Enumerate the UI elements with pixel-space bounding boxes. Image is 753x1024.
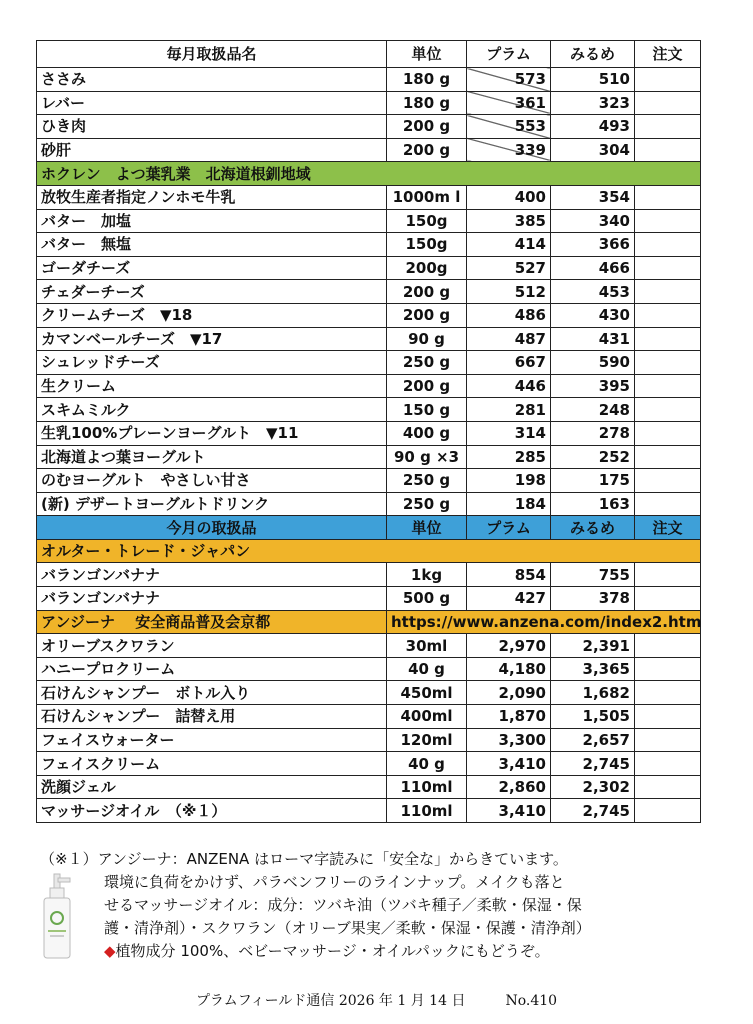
table-row [37,445,701,469]
price-table [36,40,701,823]
plum-price: 446 [467,374,551,398]
order-input[interactable] [635,351,701,375]
note-line-2: 環境に負荷をかけず、パラベンフリーのラインナップ。メイクも落と [104,873,565,891]
plum-price: 486 [467,303,551,327]
table-row [37,256,701,280]
meat-rows [37,68,701,162]
product-name: バター 無塩 [37,233,387,257]
unit-cell: 200 g [387,280,467,304]
table-row [37,233,701,257]
plum-price: 285 [467,445,551,469]
unit-cell: 180 g [387,91,467,115]
monthly-header-name: 今月の取扱品 [37,516,387,540]
unit-cell: 150g [387,209,467,233]
order-input[interactable] [635,256,701,280]
footer [0,990,753,1010]
dairy-rows [37,185,701,515]
mirume-price: 378 [551,587,635,611]
anzena-rows [37,634,701,823]
plum-price: 573 [467,68,551,92]
order-input[interactable] [635,705,701,729]
mirume-price: 2,745 [551,752,635,776]
anzena-section-title: アンジーナ 安全商品普及会京都 [37,610,387,634]
order-input[interactable] [635,68,701,92]
order-input[interactable] [635,303,701,327]
product-name: 生乳100%プレーンヨーグルト ▼11 [37,421,387,445]
mirume-price: 2,391 [551,634,635,658]
product-name: オリーブスクワラン [37,634,387,658]
table-row [37,587,701,611]
table-row [37,185,701,209]
order-input[interactable] [635,657,701,681]
plum-price: 427 [467,587,551,611]
mirume-price: 755 [551,563,635,587]
table-row [37,303,701,327]
unit-cell: 180 g [387,68,467,92]
plum-price: 553 [467,115,551,139]
mirume-price: 340 [551,209,635,233]
product-name: 石けんシャンプー 詰替え用 [37,705,387,729]
plum-price: 2,860 [467,775,551,799]
table-row [37,115,701,139]
plum-price: 1,870 [467,705,551,729]
note-line-1: （※１）アンジーナ：ANZENA はローマ字読みに「安全な」からきています。 [40,850,568,868]
note-line-5-text: 植物成分 100%、ベビーマッサージ・オイルパックにもどうぞ。 [115,942,550,960]
product-name: 生クリーム [37,374,387,398]
unit-cell: 30ml [387,634,467,658]
note-line-4: 護・清浄剤）・スクワラン（オリーブ果実／柔軟・保湿・保護・清浄剤） [104,919,591,937]
plum-price: 3,410 [467,799,551,823]
unit-cell: 400ml [387,705,467,729]
section-row-alter [37,539,701,563]
mirume-price: 175 [551,469,635,493]
table-row [37,799,701,823]
order-input[interactable] [635,115,701,139]
order-input[interactable] [635,280,701,304]
unit-cell: 200 g [387,138,467,162]
header-name: 毎月取扱品名 [37,41,387,68]
unit-cell: 110ml [387,775,467,799]
monthly-header-order: 注文 [635,516,701,540]
mirume-price: 466 [551,256,635,280]
mirume-price: 395 [551,374,635,398]
table-row [37,91,701,115]
product-name: フェイスクリーム [37,752,387,776]
mirume-price: 1,682 [551,681,635,705]
order-input[interactable] [635,374,701,398]
product-name: ささみ [37,68,387,92]
header-row [37,41,701,68]
order-input[interactable] [635,138,701,162]
mirume-price: 2,657 [551,728,635,752]
product-name: 石けんシャンプー ボトル入り [37,681,387,705]
product-name: 北海道よつ葉ヨーグルト [37,445,387,469]
section-row-anzena [37,610,701,634]
alter-section-title: オルター・トレード・ジャパン [37,539,701,563]
table-row [37,398,701,422]
monthly-header-mirume: みるめ [551,516,635,540]
product-name: クリームチーズ ▼18 [37,303,387,327]
unit-cell: 250 g [387,469,467,493]
table-row [37,138,701,162]
mirume-price: 252 [551,445,635,469]
product-name: バター 加塩 [37,209,387,233]
header-order: 注文 [635,41,701,68]
alter-rows [37,563,701,610]
table-row [37,68,701,92]
mirume-price: 354 [551,185,635,209]
mirume-price: 248 [551,398,635,422]
mirume-price: 510 [551,68,635,92]
order-input[interactable] [635,91,701,115]
plum-price: 487 [467,327,551,351]
plum-price: 3,410 [467,752,551,776]
order-input[interactable] [635,799,701,823]
mirume-price: 323 [551,91,635,115]
unit-cell: 40 g [387,752,467,776]
plum-price: 400 [467,185,551,209]
order-input[interactable] [635,492,701,516]
order-input[interactable] [635,681,701,705]
plum-price: 667 [467,351,551,375]
product-name: スキムミルク [37,398,387,422]
unit-cell: 90 g [387,327,467,351]
order-input[interactable] [635,445,701,469]
table-row [37,634,701,658]
table-row [37,681,701,705]
product-name: バランゴンバナナ [37,587,387,611]
order-input[interactable] [635,209,701,233]
table-row [37,705,701,729]
order-input[interactable] [635,327,701,351]
mirume-price: 2,302 [551,775,635,799]
note-line-3: せるマッサージオイル：成分：ツバキ油（ツバキ種子／柔軟・保湿・保 [104,896,582,914]
unit-cell: 150g [387,233,467,257]
order-input[interactable] [635,587,701,611]
diamond-icon: ◆ [104,942,116,960]
product-name: 砂肝 [37,138,387,162]
header-mirume: みるめ [551,41,635,68]
plum-price: 314 [467,421,551,445]
monthly-header-unit: 単位 [387,516,467,540]
header-unit: 単位 [387,41,467,68]
mirume-price: 453 [551,280,635,304]
order-input[interactable] [635,752,701,776]
product-name: フェイスウォーター [37,728,387,752]
product-name: 放牧生産者指定ノンホモ牛乳 [37,185,387,209]
order-input[interactable] [635,233,701,257]
unit-cell: 500 g [387,587,467,611]
unit-cell: 250 g [387,351,467,375]
issue-number: No.410 [505,993,558,1009]
unit-cell: 1kg [387,563,467,587]
order-input[interactable] [635,185,701,209]
unit-cell: 200 g [387,303,467,327]
unit-cell: 200 g [387,374,467,398]
plum-price: 361 [467,91,551,115]
product-name: (新) デザートヨーグルトドリンク [37,492,387,516]
plum-price: 512 [467,280,551,304]
plum-price: 4,180 [467,657,551,681]
mirume-price: 163 [551,492,635,516]
plum-price: 527 [467,256,551,280]
order-input[interactable] [635,469,701,493]
unit-cell: 250 g [387,492,467,516]
mirume-price: 304 [551,138,635,162]
mirume-price: 430 [551,303,635,327]
order-input[interactable] [635,728,701,752]
table-row [37,421,701,445]
unit-cell: 90 g ×3 [387,445,467,469]
order-input[interactable] [635,634,701,658]
footer-text: プラムフィールド通信 2026 年 1 月 14 日 [195,993,466,1009]
plum-price: 198 [467,469,551,493]
plum-price: 2,090 [467,681,551,705]
dairy-section-title: ホクレン よつ葉乳業 北海道根釧地域 [37,162,701,186]
mirume-price: 1,505 [551,705,635,729]
plum-price: 3,300 [467,728,551,752]
mirume-price: 493 [551,115,635,139]
note-line-5 [40,940,730,963]
unit-cell: 200 g [387,115,467,139]
mirume-price: 366 [551,233,635,257]
anzena-url-link[interactable]: https://www.anzena.com/index2.htm [387,610,701,634]
mirume-price: 2,745 [551,799,635,823]
mirume-price: 3,365 [551,657,635,681]
order-input[interactable] [635,563,701,587]
mirume-price: 590 [551,351,635,375]
table-row [37,728,701,752]
table-row [37,469,701,493]
section-row-dairy [37,162,701,186]
mirume-price: 278 [551,421,635,445]
product-name: バランゴンバナナ [37,563,387,587]
product-name: シュレッドチーズ [37,351,387,375]
product-name: ハニープロクリーム [37,657,387,681]
plum-price: 385 [467,209,551,233]
product-name: ゴーダチーズ [37,256,387,280]
unit-cell: 200g [387,256,467,280]
footnote [40,848,730,963]
table-row [37,209,701,233]
plum-price: 854 [467,563,551,587]
unit-cell: 120ml [387,728,467,752]
product-name: のむヨーグルト やさしい甘さ [37,469,387,493]
table-row [37,563,701,587]
order-input[interactable] [635,775,701,799]
unit-cell: 150 g [387,398,467,422]
plum-price: 2,970 [467,634,551,658]
monthly-header-plum: プラム [467,516,551,540]
product-name: チェダーチーズ [37,280,387,304]
product-name: レバー [37,91,387,115]
unit-cell: 400 g [387,421,467,445]
table-row [37,752,701,776]
unit-cell: 110ml [387,799,467,823]
plum-price: 339 [467,138,551,162]
unit-cell: 1000m l [387,185,467,209]
table-row [37,775,701,799]
table-row [37,280,701,304]
plum-price: 184 [467,492,551,516]
plum-price: 281 [467,398,551,422]
product-name: カマンベールチーズ ▼17 [37,327,387,351]
table-row [37,374,701,398]
header-plum: プラム [467,41,551,68]
table-row [37,351,701,375]
table-row [37,327,701,351]
unit-cell: 40 g [387,657,467,681]
product-name: ひき肉 [37,115,387,139]
unit-cell: 450ml [387,681,467,705]
order-input[interactable] [635,421,701,445]
table-row [37,657,701,681]
product-name: 洗顔ジェル [37,775,387,799]
order-input[interactable] [635,398,701,422]
plum-price: 414 [467,233,551,257]
mirume-price: 431 [551,327,635,351]
product-name: マッサージオイル （※１） [37,799,387,823]
table-row [37,492,701,516]
monthly-header-row [37,516,701,540]
